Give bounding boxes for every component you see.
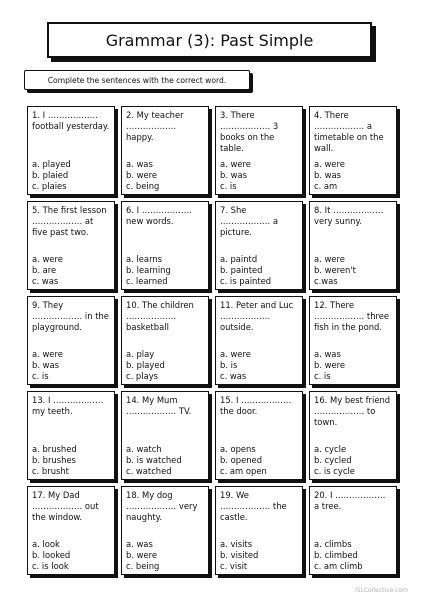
answer-option: b. painted <box>220 265 263 275</box>
answer-option: b. plaied <box>32 170 69 180</box>
answer-options <box>126 444 204 477</box>
worksheet-title: Grammar (3): Past Simple <box>47 22 372 58</box>
answer-options <box>32 159 110 192</box>
answer-option: b. is <box>220 360 238 370</box>
question-text: 19. We ……………… the castle. <box>220 490 287 522</box>
answer-options <box>314 254 392 287</box>
question-text: 16. My best friend ……………… to town. <box>314 395 391 427</box>
question-text: 20. I ……………… a tree. <box>314 490 386 511</box>
question-text: 5. The first lesson ……………… at five past two. <box>32 205 107 237</box>
question-text: 7. She ……………… a picture. <box>220 205 279 237</box>
question-card <box>309 486 397 575</box>
answer-option: c. being <box>126 181 160 191</box>
answer-option: a. was <box>126 159 153 169</box>
answer-option: b. was <box>220 170 247 180</box>
answer-options <box>314 159 392 192</box>
answer-option: a. play <box>126 349 155 359</box>
answer-option: a. played <box>32 159 71 169</box>
question-grid <box>27 106 397 575</box>
question-card <box>121 486 209 575</box>
question-card <box>27 106 115 195</box>
answer-options <box>32 254 110 287</box>
question-card <box>215 391 303 480</box>
answer-option: c. was <box>32 276 59 286</box>
answer-option: b. were <box>314 360 346 370</box>
question-card <box>121 391 209 480</box>
answer-option: c. learned <box>126 276 168 286</box>
answer-option: c. is <box>314 371 331 381</box>
question-card <box>215 201 303 290</box>
question-text: 11. Peter and Luc ……………… outside. <box>220 300 294 332</box>
question-card <box>27 391 115 480</box>
answer-option: b. weren't <box>314 265 356 275</box>
question-text: 14. My Mum ……………… TV. <box>126 395 192 416</box>
question-text: 8. It ……………… very sunny. <box>314 205 384 226</box>
answer-option: a. climbs <box>314 539 352 549</box>
question-card <box>121 296 209 385</box>
answer-option: c. am open <box>220 466 267 476</box>
answer-option: c. being <box>126 561 160 571</box>
answer-option: c.was <box>314 276 338 286</box>
answer-option: b. were <box>126 550 158 560</box>
question-card <box>27 201 115 290</box>
answer-option: c. am climb <box>314 561 363 571</box>
answer-options <box>220 444 298 477</box>
answer-option: c. is painted <box>220 276 272 286</box>
answer-option: a. were <box>32 349 63 359</box>
answer-option: b. learning <box>126 265 171 275</box>
question-card <box>215 106 303 195</box>
answer-option: a. watch <box>126 444 162 454</box>
question-text: 17. My Dad ……………… out the window. <box>32 490 99 522</box>
instruction-box: Complete the sentences with the correct word. <box>24 70 250 90</box>
answer-option: a. were <box>220 159 251 169</box>
answer-option: b. brushes <box>32 455 76 465</box>
question-text: 3. There ……………… 3 books on the table. <box>220 110 279 153</box>
answer-option: b. cycled <box>314 455 352 465</box>
question-text: 13. I ……………… my teeth. <box>32 395 104 416</box>
answer-option: a. learns <box>126 254 163 264</box>
answer-options <box>126 539 204 572</box>
answer-options <box>220 254 298 287</box>
answer-option: b. looked <box>32 550 71 560</box>
answer-option: a. was <box>126 539 153 549</box>
answer-option: a. visits <box>220 539 253 549</box>
answer-options <box>126 159 204 192</box>
answer-option: c. is <box>220 181 237 191</box>
question-card <box>27 486 115 575</box>
question-card <box>27 296 115 385</box>
answer-option: c. brusht <box>32 466 69 476</box>
answer-option: c. is look <box>32 561 69 571</box>
question-card <box>309 391 397 480</box>
question-text: 15. I ……………… the door. <box>220 395 292 416</box>
question-card <box>309 296 397 385</box>
answer-option: c. was <box>220 371 247 381</box>
answer-option: a. were <box>314 159 345 169</box>
answer-option: a. were <box>220 349 251 359</box>
question-text: 4. There ……………… a timetable on the wall. <box>314 110 384 153</box>
answer-option: b. was <box>314 170 341 180</box>
answer-option: b. visited <box>220 550 259 560</box>
answer-option: a. were <box>32 254 63 264</box>
question-card <box>309 106 397 195</box>
answer-option: b. is watched <box>126 455 182 465</box>
answer-option: b. was <box>32 360 59 370</box>
answer-option: a. were <box>314 254 345 264</box>
answer-option: b. are <box>32 265 57 275</box>
question-text: 6. I ……………… new words. <box>126 205 193 226</box>
answer-options <box>314 349 392 382</box>
answer-options <box>220 349 298 382</box>
question-text: 1. I ……………… football yesterday. <box>32 110 110 131</box>
answer-options <box>220 159 298 192</box>
answer-option: a. paintd <box>220 254 258 264</box>
answer-options <box>32 444 110 477</box>
question-text: 2. My teacher ……………… happy. <box>126 110 184 142</box>
answer-option: a. brushed <box>32 444 77 454</box>
answer-options <box>314 444 392 477</box>
answer-option: b. were <box>126 170 158 180</box>
answer-option: c. is cycle <box>314 466 355 476</box>
answer-option: b. played <box>126 360 165 370</box>
answer-option: a. cycle <box>314 444 347 454</box>
answer-option: b. opened <box>220 455 263 465</box>
answer-options <box>32 349 110 382</box>
question-text: 9. They ……………… in the playground. <box>32 300 109 332</box>
answer-option: c. plays <box>126 371 159 381</box>
answer-options <box>314 539 392 572</box>
answer-option: c. plaies <box>32 181 67 191</box>
answer-option: a. opens <box>220 444 256 454</box>
answer-options <box>32 539 110 572</box>
answer-options <box>220 539 298 572</box>
question-text: 18. My dog ……………… very naughty. <box>126 490 198 522</box>
question-card <box>121 201 209 290</box>
answer-option: a. was <box>314 349 341 359</box>
answer-options <box>126 349 204 382</box>
answer-option: b. climbed <box>314 550 358 560</box>
question-card <box>309 201 397 290</box>
answer-options <box>126 254 204 287</box>
answer-option: c. is <box>32 371 49 381</box>
question-card <box>215 296 303 385</box>
question-text: 10. The children ……………… basketball <box>126 300 194 332</box>
answer-option: a. look <box>32 539 60 549</box>
watermark: iSLCollective.com <box>355 587 408 594</box>
answer-option: c. am <box>314 181 338 191</box>
question-card <box>121 106 209 195</box>
question-text: 12. There ……………… three fish in the pond. <box>314 300 390 332</box>
question-card <box>215 486 303 575</box>
answer-option: c. visit <box>220 561 248 571</box>
answer-option: c. watched <box>126 466 172 476</box>
